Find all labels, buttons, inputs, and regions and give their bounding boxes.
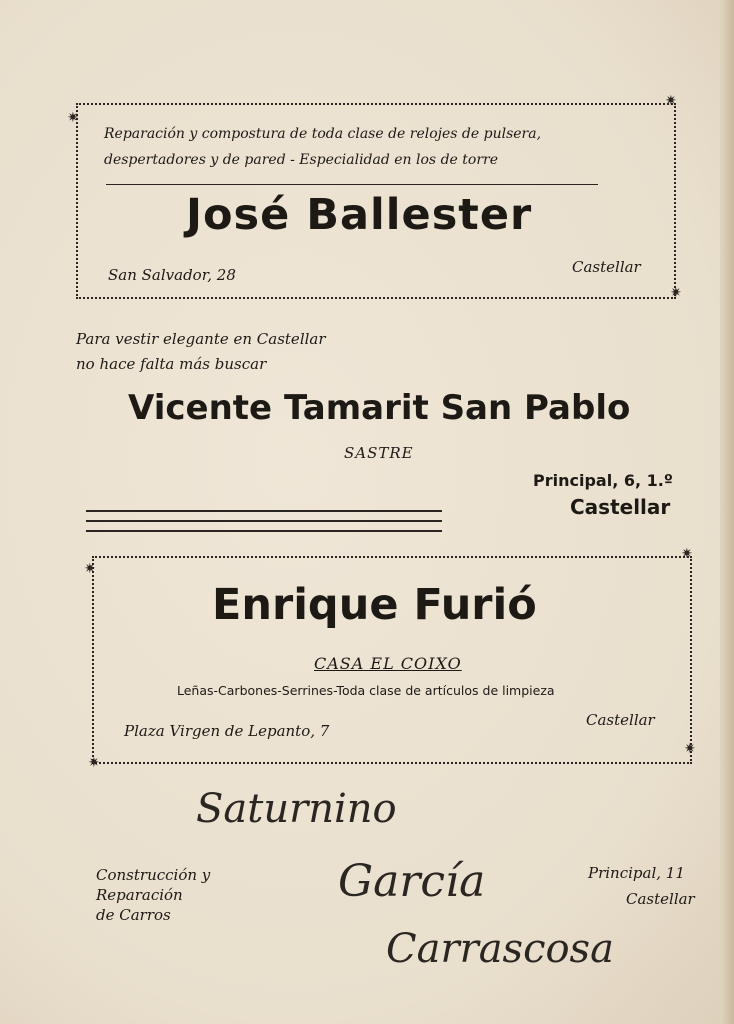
ad2-slogan-line1: Para vestir elegante en Castellar xyxy=(76,330,326,348)
ad2-trade: SASTRE xyxy=(344,444,414,462)
ad4-town: Castellar xyxy=(626,890,695,908)
page-edge-shadow xyxy=(720,0,734,1024)
divider-line xyxy=(86,530,442,532)
corner-star-icon: ✷ xyxy=(670,285,682,301)
ad4-trade-line2: Reparación xyxy=(96,886,183,904)
ad3-town: Castellar xyxy=(586,711,655,729)
ad2-business-name: Vicente Tamarit San Pablo xyxy=(128,388,631,428)
corner-star-icon: ✷ xyxy=(684,741,696,757)
ad1-business-name: José Ballester xyxy=(186,190,533,240)
ad1-line1: Reparación y compostura de toda clase de relojes de pulsera, xyxy=(104,126,542,142)
ad2-address: Principal, 6, 1.º xyxy=(533,471,673,490)
ad4-surname-2: Carrascosa xyxy=(386,926,614,972)
ad4-first-name: Saturnino xyxy=(196,786,397,832)
ad3-address: Plaza Virgen de Lepanto, 7 xyxy=(124,722,330,740)
ad1-address: San Salvador, 28 xyxy=(108,266,236,284)
ad3-business-name: Enrique Furió xyxy=(212,580,537,630)
ad1-underline xyxy=(106,184,598,185)
ad4-surname-1: García xyxy=(338,856,486,907)
divider-line xyxy=(86,520,442,522)
corner-star-icon: ✷ xyxy=(665,93,677,109)
divider-line xyxy=(86,510,442,512)
ad1-line2: despertadores y de pared - Especialidad en los de torre xyxy=(104,152,498,168)
corner-star-icon: ✷ xyxy=(88,755,100,771)
ad2-town: Castellar xyxy=(570,495,671,519)
corner-star-icon: ✷ xyxy=(681,546,693,562)
ad4-trade-line3: de Carros xyxy=(96,906,171,924)
ad3-subtitle: CASA EL COIXO xyxy=(314,654,462,673)
ad4-address: Principal, 11 xyxy=(588,864,685,882)
corner-star-icon: ✷ xyxy=(67,110,79,126)
ad3-goods: Leñas-Carbones-Serrines-Toda clase de artículos de limpieza xyxy=(177,683,555,698)
ad1-town: Castellar xyxy=(572,258,641,276)
corner-star-icon: ✷ xyxy=(84,561,96,577)
ad2-slogan-line2: no hace falta más buscar xyxy=(76,355,267,373)
ad4-trade-line1: Construcción y xyxy=(96,866,211,884)
